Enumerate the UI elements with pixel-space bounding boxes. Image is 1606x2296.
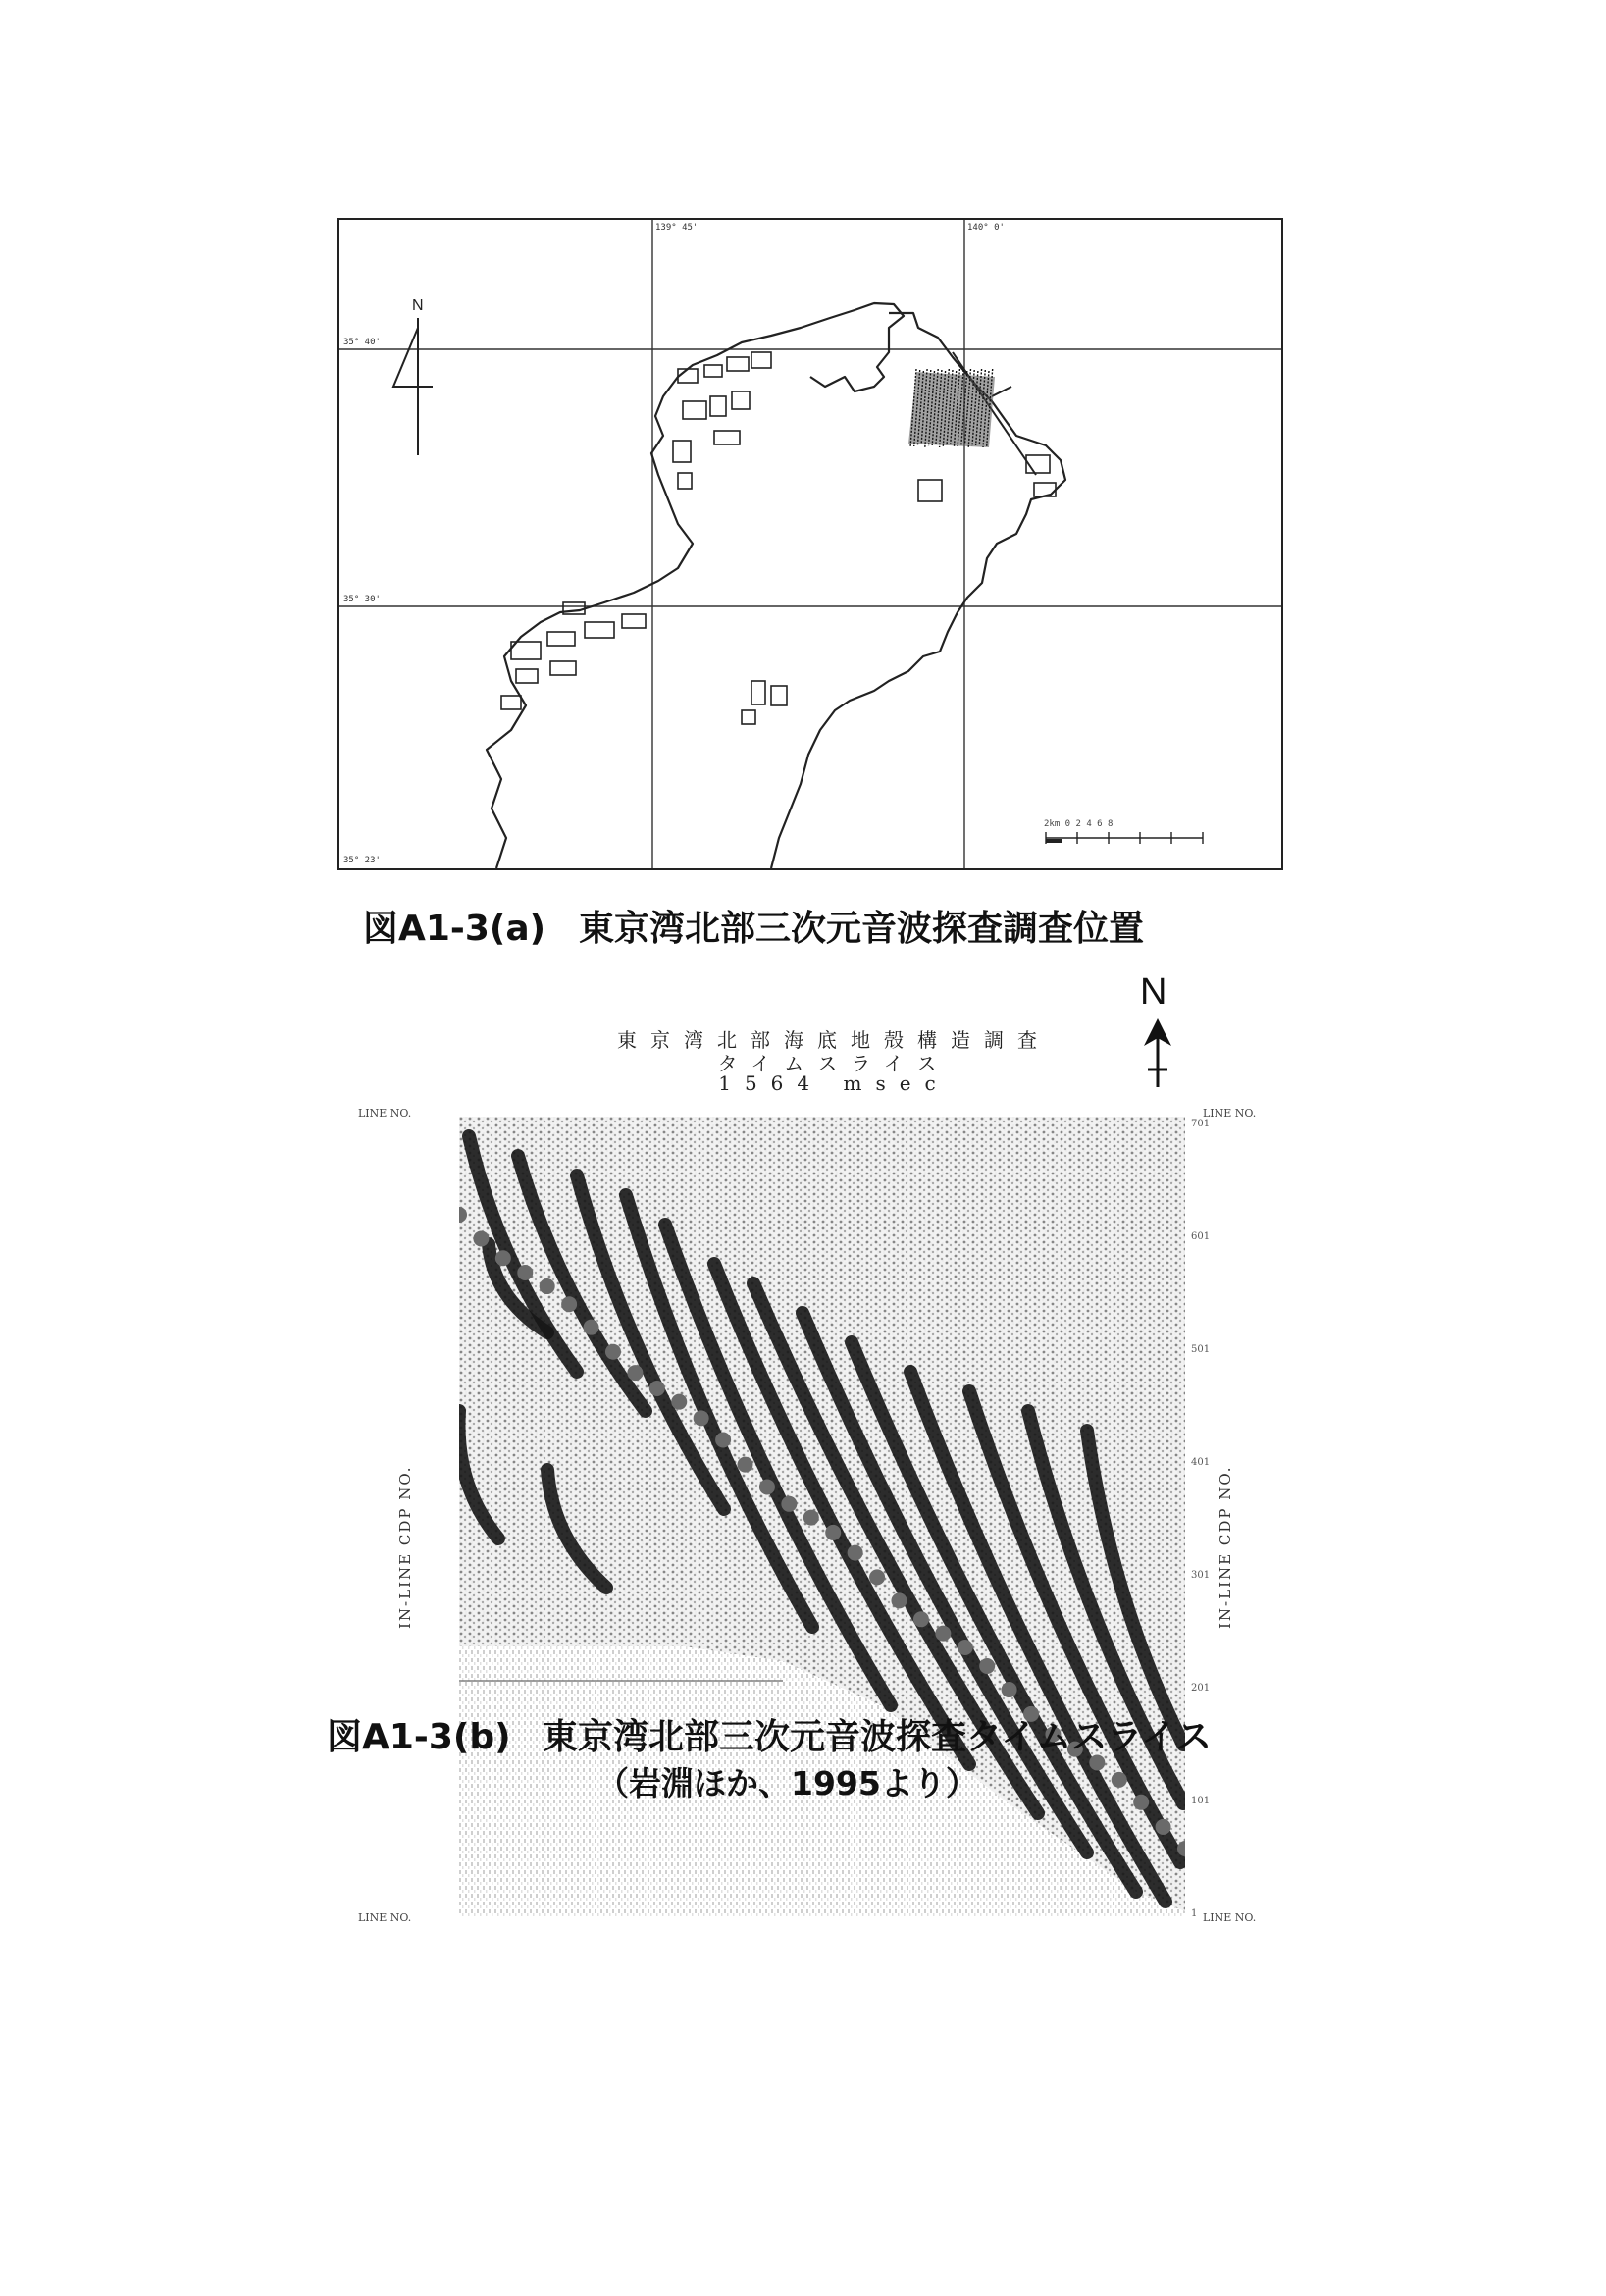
coord-left-1: 35° 40'	[343, 338, 381, 347]
axis-label-right: IN-LINE CDP NO.	[1217, 1465, 1234, 1629]
survey-dot	[671, 1394, 687, 1410]
coord-top-2: 140° 0'	[967, 223, 1005, 233]
survey-dot	[473, 1230, 489, 1246]
tick-label: 301	[1191, 1570, 1211, 1581]
survey-dot	[694, 1410, 709, 1426]
survey-dot	[561, 1296, 577, 1312]
survey-dot	[1156, 1819, 1171, 1835]
tick-label: 601	[1191, 1231, 1211, 1242]
tick-label: 701	[1191, 1119, 1211, 1129]
coord-top-1: 139° 45'	[655, 223, 699, 233]
scale-bar	[1046, 832, 1203, 844]
tick-label: 201	[1191, 1683, 1211, 1694]
location-map	[337, 218, 1283, 870]
survey-area	[908, 369, 995, 447]
survey-dot	[825, 1525, 841, 1540]
tick-label: 401	[1191, 1457, 1211, 1468]
survey-dot	[803, 1510, 819, 1526]
caption-b-text: 東京湾北部三次元音波探査タイムスライス	[543, 1717, 1212, 1757]
survey-dot	[869, 1569, 885, 1585]
coastline	[487, 303, 904, 868]
north-label-b: N	[1140, 971, 1167, 1013]
north-arrow-b	[1136, 1017, 1179, 1089]
survey-dot	[759, 1479, 775, 1494]
survey-dot	[935, 1626, 951, 1642]
slice-title-2: タイムスライス	[717, 1052, 951, 1075]
north-label-a: N	[412, 297, 424, 314]
slice-title-1: 東京湾北部海底地殻構造調査	[617, 1028, 1051, 1052]
tick-label: 101	[1191, 1796, 1211, 1806]
map-grid	[339, 220, 1281, 868]
north-arrow-a	[393, 318, 433, 455]
survey-dot	[738, 1457, 753, 1473]
line-no-tr: LINE NO.	[1203, 1107, 1257, 1120]
caption-a-text: 東京湾北部三次元音波探査調査位置	[579, 909, 1145, 949]
survey-dot	[979, 1658, 995, 1674]
survey-dot	[891, 1592, 907, 1608]
survey-dot	[540, 1278, 555, 1294]
line-no-br: LINE NO.	[1203, 1911, 1257, 1924]
tick-label: 1	[1191, 1908, 1198, 1919]
survey-dot	[605, 1344, 621, 1360]
coord-left-3: 35° 23'	[343, 856, 381, 865]
coord-left-2: 35° 30'	[343, 595, 381, 604]
survey-dot	[584, 1320, 599, 1335]
survey-dot	[1002, 1682, 1017, 1697]
scale-label: 2km 0 2 4 6 8	[1044, 819, 1114, 829]
survey-dot	[649, 1381, 665, 1396]
survey-dot	[627, 1365, 643, 1381]
caption-b-number: 図A1-3(b)	[327, 1717, 511, 1757]
line-no-tl: LINE NO.	[358, 1107, 412, 1120]
map-graphic	[339, 220, 1281, 868]
slice-title-3: 1564 msec	[718, 1071, 950, 1095]
caption-b-source: （岩淵ほか、1995より）	[596, 1764, 978, 1802]
tick-label: 501	[1191, 1344, 1211, 1355]
survey-dot	[848, 1545, 863, 1561]
survey-dot	[781, 1496, 797, 1512]
survey-dot	[495, 1250, 511, 1266]
survey-dot	[913, 1611, 929, 1627]
line-no-bl: LINE NO.	[358, 1911, 412, 1924]
survey-dot	[517, 1265, 533, 1280]
caption-a-number: 図A1-3(a)	[363, 909, 546, 949]
survey-dot	[958, 1640, 973, 1655]
axis-label-left: IN-LINE CDP NO.	[396, 1465, 414, 1629]
survey-dot	[715, 1433, 731, 1448]
survey-dot	[1133, 1795, 1149, 1810]
survey-dot	[1112, 1772, 1127, 1788]
